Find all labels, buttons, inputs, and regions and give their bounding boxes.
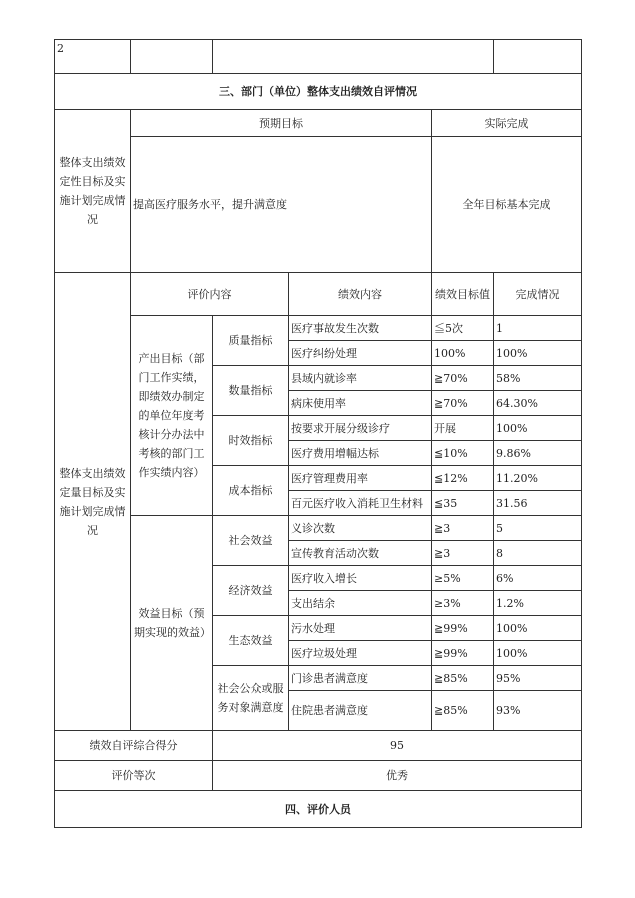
output-goal-group: 产出目标（部门工作实绩，即绩效办制定的单位年度考核计分办法中考核的部门工作实绩内容） — [131, 316, 213, 516]
benefit-goal-group: 效益目标（预期实现的效益） — [131, 516, 213, 731]
qualitative-label: 整体支出绩效定性目标及实施计划完成情况 — [55, 110, 131, 273]
row-number: 2 — [55, 40, 131, 74]
status-cell: 31.56 — [494, 491, 582, 516]
target-cell: ≥3% — [432, 591, 494, 616]
target-cell: ≦12% — [432, 466, 494, 491]
score-value: 95 — [213, 731, 582, 761]
target-cell: ≧3 — [432, 541, 494, 566]
empty-cell — [494, 40, 582, 74]
target-cell: ≧85% — [432, 691, 494, 731]
status-cell: 9.86% — [494, 441, 582, 466]
status-cell: 6% — [494, 566, 582, 591]
status-cell: 100% — [494, 341, 582, 366]
perf-content-cell: 医疗费用增幅达标 — [289, 441, 432, 466]
section-3-title: 三、部门（单位）整体支出绩效自评情况 — [55, 74, 582, 110]
category-ecological: 生态效益 — [213, 616, 289, 666]
status-cell: 8 — [494, 541, 582, 566]
target-value-header: 绩效目标值 — [432, 273, 494, 316]
category-social: 社会效益 — [213, 516, 289, 566]
status-cell: 11.20% — [494, 466, 582, 491]
target-cell: ≧85% — [432, 666, 494, 691]
perf-content-cell: 县域内就诊率 — [289, 366, 432, 391]
category-quality: 质量指标 — [213, 316, 289, 366]
status-cell: 95% — [494, 666, 582, 691]
score-label: 绩效自评综合得分 — [55, 731, 213, 761]
perf-content-cell: 医疗事故发生次数 — [289, 316, 432, 341]
category-timeliness: 时效指标 — [213, 416, 289, 466]
perf-content-cell: 病床使用率 — [289, 391, 432, 416]
status-cell: 5 — [494, 516, 582, 541]
category-quantity: 数量指标 — [213, 366, 289, 416]
perf-content-cell: 医疗纠纷处理 — [289, 341, 432, 366]
perf-content-header: 绩效内容 — [289, 273, 432, 316]
perf-content-cell: 住院患者满意度 — [289, 691, 432, 731]
eval-content-header: 评价内容 — [131, 273, 289, 316]
status-cell: 64.30% — [494, 391, 582, 416]
expected-goal-header: 预期目标 — [131, 110, 432, 137]
category-economic: 经济效益 — [213, 566, 289, 616]
target-cell: ≧3 — [432, 516, 494, 541]
target-cell: 100% — [432, 341, 494, 366]
target-cell: ≧99% — [432, 641, 494, 666]
category-cost: 成本指标 — [213, 466, 289, 516]
grade-value: 优秀 — [213, 761, 582, 791]
perf-content-cell: 义诊次数 — [289, 516, 432, 541]
perf-content-cell: 医疗收入增长 — [289, 566, 432, 591]
status-cell: 100% — [494, 416, 582, 441]
target-cell: ≦10% — [432, 441, 494, 466]
target-cell: 开展 — [432, 416, 494, 441]
empty-cell — [213, 40, 494, 74]
section-4-title: 四、评价人员 — [55, 791, 582, 828]
perf-content-cell: 医疗管理费用率 — [289, 466, 432, 491]
status-cell: 1 — [494, 316, 582, 341]
actual-completion-text: 全年目标基本完成 — [432, 137, 582, 273]
status-cell: 93% — [494, 691, 582, 731]
quantitative-label: 整体支出绩效定量目标及实施计划完成情况 — [55, 273, 131, 731]
perf-content-cell: 百元医疗收入消耗卫生材料 — [289, 491, 432, 516]
target-cell: ≧70% — [432, 366, 494, 391]
perf-content-cell: 支出结余 — [289, 591, 432, 616]
target-cell: ≦5次 — [432, 316, 494, 341]
target-cell: ≧70% — [432, 391, 494, 416]
status-cell: 58% — [494, 366, 582, 391]
category-satisfaction: 社会公众或服务对象满意度 — [213, 666, 289, 731]
expected-goal-text: 提高医疗服务水平，提升满意度 — [131, 137, 432, 273]
top-row — [55, 40, 582, 74]
status-header: 完成情况 — [494, 273, 582, 316]
perf-content-cell: 污水处理 — [289, 616, 432, 641]
perf-content-cell: 按要求开展分级诊疗 — [289, 416, 432, 441]
target-cell: ≦35 — [432, 491, 494, 516]
actual-completion-header: 实际完成 — [432, 110, 582, 137]
target-cell: ≧99% — [432, 616, 494, 641]
grade-label: 评价等次 — [55, 761, 213, 791]
perf-content-cell: 医疗垃圾处理 — [289, 641, 432, 666]
status-cell: 1.2% — [494, 591, 582, 616]
perf-content-cell: 门诊患者满意度 — [289, 666, 432, 691]
target-cell: ≥5% — [432, 566, 494, 591]
status-cell: 100% — [494, 641, 582, 666]
perf-content-cell: 宣传教育活动次数 — [289, 541, 432, 566]
self-evaluation-table — [54, 39, 582, 828]
empty-cell — [131, 40, 213, 74]
status-cell: 100% — [494, 616, 582, 641]
